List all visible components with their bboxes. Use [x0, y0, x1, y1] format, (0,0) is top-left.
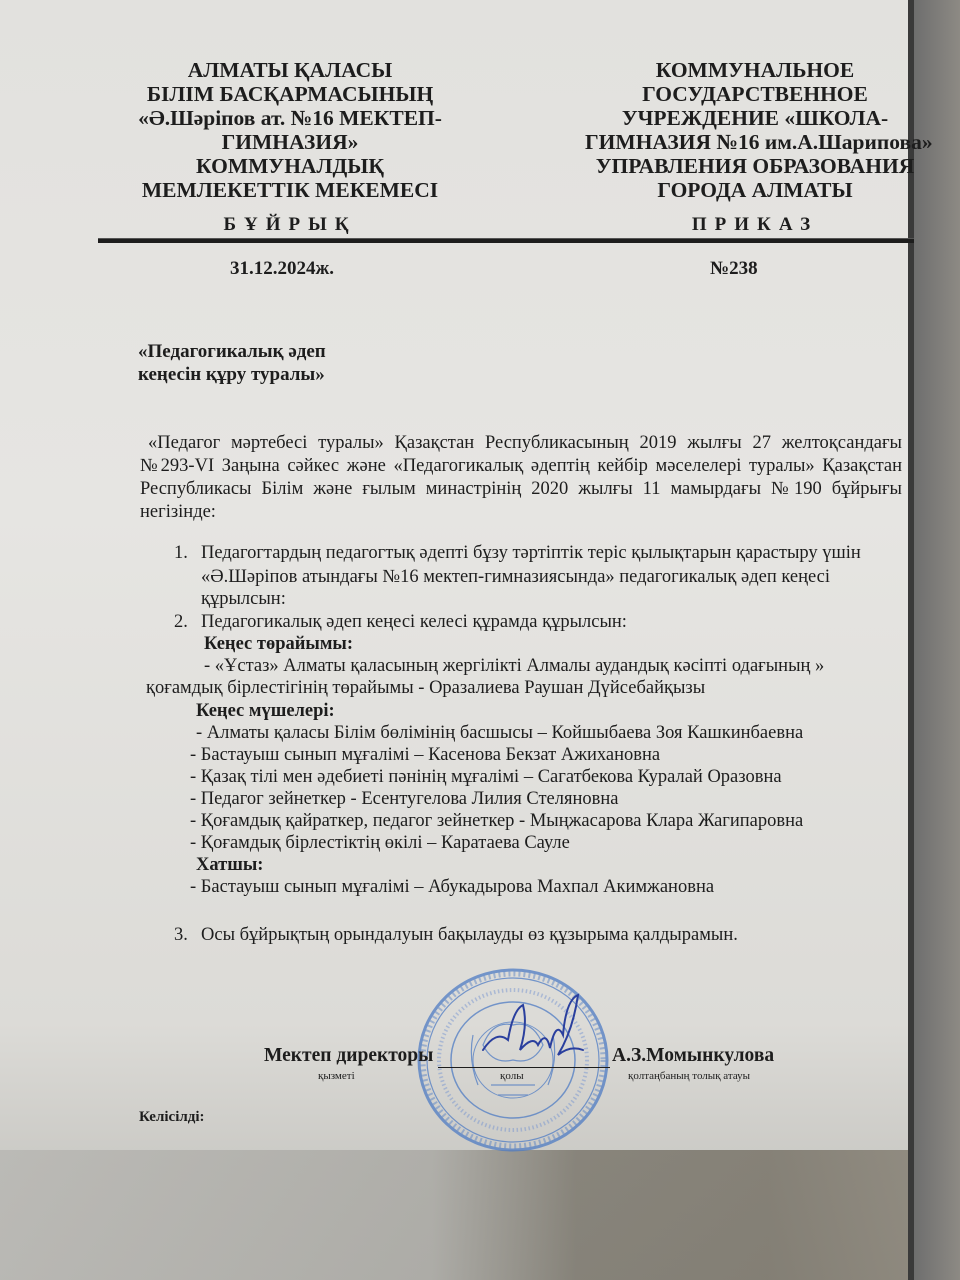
member-item: - Қазақ тілі мен әдебиеті пәнінің мұғалімі – Сагатбекова Куралай Оразовна [190, 767, 782, 787]
header-ru-line: ГИМНАЗИЯ №16 им.А.Шарипова» [585, 130, 933, 154]
item-line: Осы бұйрықтың орындалуын бақылауды өз құзырыма қалдырамын. [201, 925, 738, 945]
chair-heading: Кеңес төрайымы: [204, 634, 354, 654]
signature-line [438, 1067, 610, 1068]
background-shadow [0, 1150, 960, 1280]
order-subject [138, 340, 326, 386]
header-kz-line: «Ә.Шәріпов ат. №16 МЕКТЕП- [138, 106, 442, 130]
header-kz-line: БІЛІМ БАСҚАРМАСЫНЫҢ [146, 82, 434, 106]
subject-line: кеңесін құру туралы» [138, 364, 325, 385]
agreed-label: Келісілді: [139, 1109, 205, 1125]
order-item-1 [174, 542, 914, 612]
caption-signature: қолы [500, 1070, 524, 1082]
secretary-heading: Хатшы: [196, 855, 264, 875]
header-ru-line: КОММУНАЛЬНОЕ [655, 58, 855, 82]
item-number: 3. [174, 925, 188, 945]
members-heading: Кеңес мүшелері: [196, 701, 335, 721]
doc-type-kazakh: БҰЙРЫҚ [223, 214, 357, 235]
item-line: құрылсын: [201, 589, 286, 609]
item-line: Педагогикалық әдеп кеңесі келесі құрамда құрылсын: [201, 612, 627, 632]
preamble-paragraph: «Педагог мәртебесі туралы» Қазақстан Республикасының 2019 жылғы 27 желтоқсандағы №293-VI Заңына сәйкес және «Педагогикалық әдептің кейбір мәселелері туралы» Қазақстан Республикасы Білім және ғылым минастрінің 2020 жылғы 11 мамырдағы №190 бұйрығы негізінде: [140, 433, 902, 522]
header-ru-line: УПРАВЛЕНИЯ ОБРАЗОВАНИЯ [595, 154, 915, 178]
order-item-3 [174, 924, 874, 948]
caption-position: қызметі [318, 1070, 355, 1082]
doc-type-russian: ПРИКАЗ [691, 214, 819, 235]
secretary-item: - Бастауыш сынып мұғалімі – Абукадырова Махпал Акимжановна [190, 877, 715, 897]
signatory-position: Мектеп директоры [264, 1045, 434, 1066]
member-item: - Бастауыш сынып мұғалімі – Касенова Бекзат Ажихановна [190, 745, 661, 765]
order-number: №238 [710, 258, 758, 279]
chair-line: - «Ұстаз» Алматы қаласының жергілікті Алмалы аудандық кәсіпті одағының » [204, 656, 825, 676]
header-ru-line: ГОСУДАРСТВЕННОЕ [642, 82, 868, 106]
header-russian [585, 58, 933, 202]
member-item: - Қоғамдық қайраткер, педагог зейнеткер - Мыңжасарова Клара Жагипаровна [190, 811, 804, 831]
member-item: - Алматы қаласы Білім бөлімінің басшысы – Койшыбаева Зоя Кашкинбаевна [196, 723, 804, 743]
header-kz-line: ГИМНАЗИЯ» [221, 130, 359, 154]
item-number: 2. [174, 612, 188, 632]
handwritten-signature-icon [478, 990, 588, 1070]
order-date: 31.12.2024ж. [230, 258, 335, 279]
order-item-2 [174, 611, 874, 635]
caption-full-name: қолтаңбаның толық атауы [628, 1070, 751, 1082]
item-line: «Ә.Шәріпов атындағы №16 мектеп-гимназиясында» педагогикалық әдеп кеңесі [201, 567, 831, 587]
member-item: - Педагог зейнеткер - Есентугелова Лилия Стеляновна [190, 789, 619, 809]
header-kazakh [115, 58, 465, 202]
header-kz-line: АЛМАТЫ ҚАЛАСЫ [187, 58, 393, 82]
header-divider [98, 238, 914, 243]
subject-line: «Педагогикалық әдеп [138, 341, 326, 362]
member-item: - Қоғамдық бірлестіктің өкілі – Каратаева Сауле [190, 833, 570, 853]
signatory-name: А.З.Момынкулова [612, 1045, 775, 1066]
item-line: Педагогтардың педагогтық әдепті бұзу тәртіптік теріс қылықтарын қарастыру үшін [201, 543, 861, 563]
header-kz-line: МЕМЛЕКЕТТІК МЕКЕМЕСІ [141, 178, 439, 202]
header-ru-line: ГОРОДА АЛМАТЫ [657, 178, 853, 202]
header-ru-line: УЧРЕЖДЕНИЕ «ШКОЛА- [621, 106, 889, 130]
item-number: 1. [174, 543, 188, 563]
chair-line: қоғамдық бірлестігінің төрайымы - Оразалиева Раушан Дүйсебайқызы [146, 678, 706, 698]
header-kz-line: КОММУНАЛДЫҚ [196, 154, 384, 178]
